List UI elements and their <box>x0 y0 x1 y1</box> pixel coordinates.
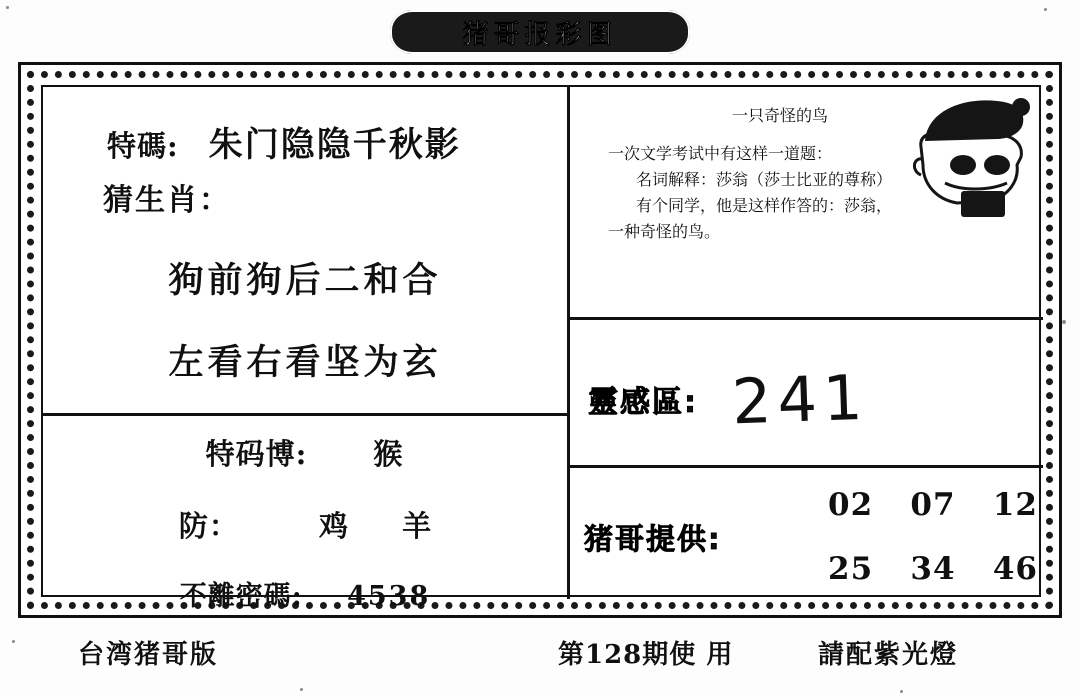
lucky-number: 07 <box>910 487 956 523</box>
frame-inner <box>41 85 1041 612</box>
story-line-2: 名词解释：莎翁（莎士比亚的尊称） <box>636 170 893 189</box>
santa-pig-head-icon <box>905 95 1033 227</box>
speckle <box>900 690 903 693</box>
fang-label: 防： <box>178 509 239 543</box>
tema-row <box>43 117 567 166</box>
fang-value-1: 鸡 <box>318 509 348 543</box>
right-column <box>570 87 1043 599</box>
lucky-number: 34 <box>910 551 956 587</box>
temabo-row <box>43 432 567 473</box>
fang-value-2: 羊 <box>402 509 432 543</box>
password-value: 4538 <box>347 581 431 612</box>
story-title: 一只奇怪的鸟 <box>731 106 828 125</box>
title-banner <box>390 10 690 54</box>
tema-label: 特碼: <box>107 129 179 163</box>
provider-label: 猪哥提供: <box>584 522 722 556</box>
lucky-number: 46 <box>992 551 1038 587</box>
tema-value: 朱门隐隐千秋影 <box>208 125 461 165</box>
speckle <box>1044 8 1047 11</box>
lucky-numbers-grid <box>828 487 1038 587</box>
footer-issue: 第128期使 用 <box>558 640 734 670</box>
story-line-4: 一种奇怪的鸟。 <box>608 222 721 241</box>
temabo-label: 特码博: <box>205 437 308 471</box>
right-divider-2 <box>570 465 1043 468</box>
lucky-number: 25 <box>828 551 874 587</box>
poem-line-1: 狗前狗后二和合 <box>168 260 442 301</box>
footer <box>18 626 1062 682</box>
inspiration-row <box>570 339 1043 459</box>
speckle <box>6 6 9 9</box>
poem-line-2: 左看右看坚为玄 <box>168 342 442 383</box>
inspiration-label: 靈感區: <box>588 385 698 420</box>
password-label: 不離密碼: <box>179 581 303 612</box>
footer-note: 請配紫光燈 <box>818 640 959 670</box>
main-frame <box>18 62 1062 618</box>
footer-edition: 台湾猪哥版 <box>78 640 219 670</box>
lucky-number: 02 <box>828 487 874 523</box>
right-divider-1 <box>570 317 1043 320</box>
story-line-1: 一次文学考试中有这样一道题： <box>608 144 833 163</box>
lucky-number: 12 <box>992 487 1038 523</box>
guess-zodiac-label: 猜生肖： <box>103 183 231 218</box>
lucky-numbers-row-1 <box>828 487 1038 523</box>
speckle <box>300 688 303 691</box>
speckle <box>1062 320 1066 324</box>
fang-row <box>43 504 567 545</box>
password-row <box>43 574 567 613</box>
story-line-3: 有个同学，他是这样作答的：莎翁， <box>636 196 893 215</box>
speckle <box>12 640 15 643</box>
banner-title: 猪哥报彩图 <box>462 19 618 50</box>
left-horizontal-divider <box>43 413 567 416</box>
temabo-value: 猴 <box>373 437 405 471</box>
left-column <box>43 87 567 612</box>
provider-block <box>570 473 1043 599</box>
lucky-numbers-row-2 <box>828 551 1038 587</box>
inspiration-value: 241 <box>730 360 870 438</box>
